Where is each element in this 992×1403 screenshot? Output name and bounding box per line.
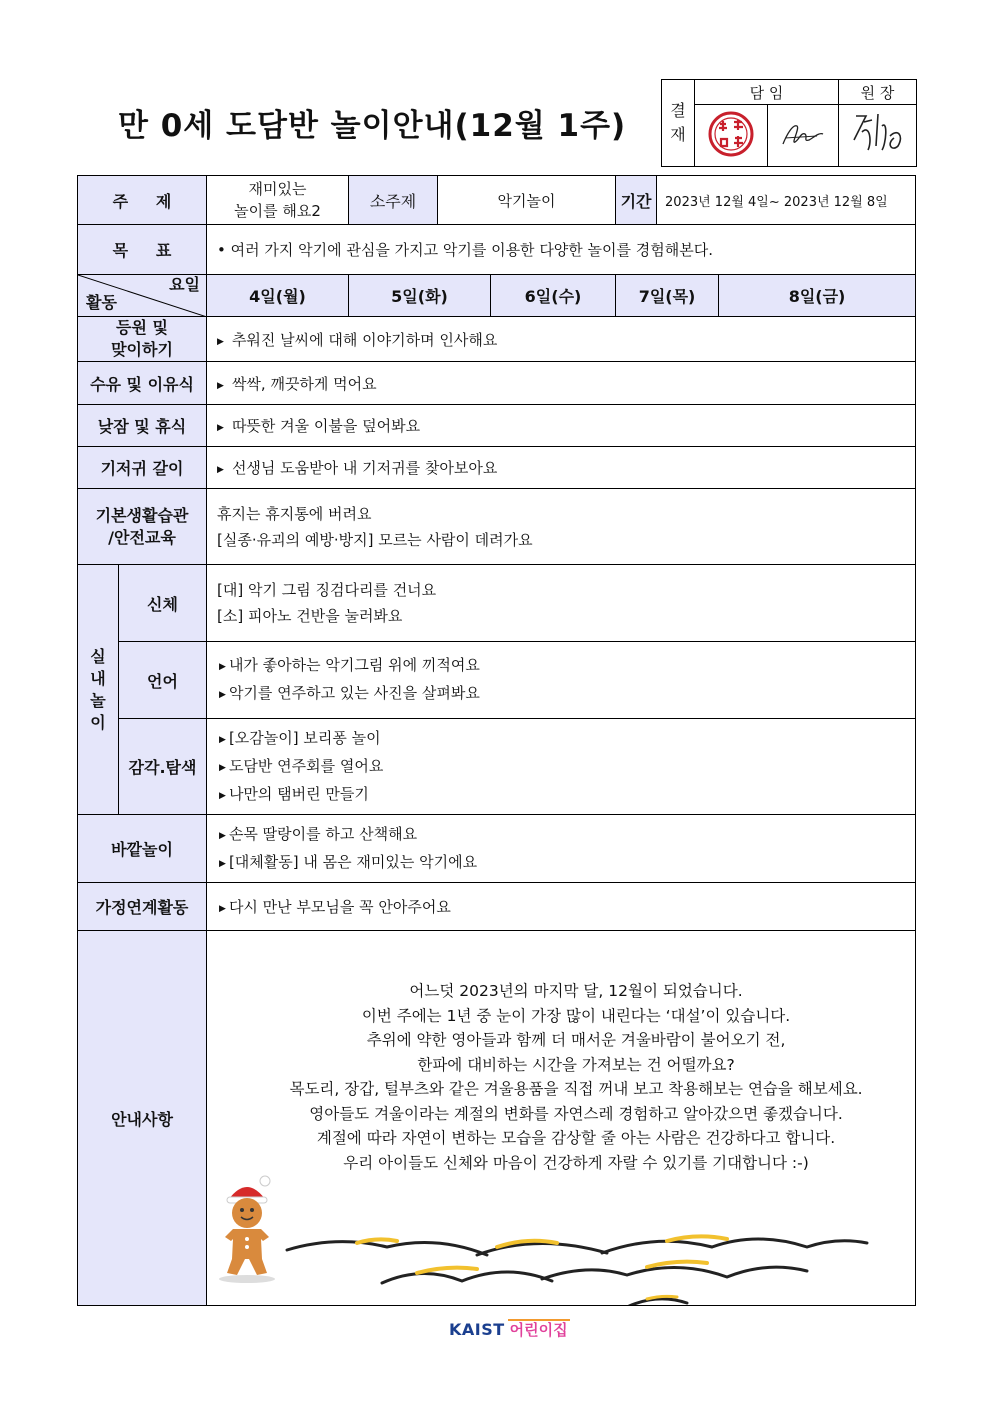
theme-value-line: 놀이를 해요2 bbox=[234, 202, 321, 220]
day-mon: 4일(월) bbox=[207, 275, 349, 317]
notice-label: 안내사항 bbox=[78, 931, 207, 1306]
weekday-label: 요일 bbox=[169, 275, 201, 294]
subtheme-value: 악기놀이 bbox=[438, 176, 616, 225]
diaper-item: 선생님 도움받아 내 기저귀를 찾아보아요 bbox=[231, 459, 498, 477]
logo-text-daycare: 어린이집 bbox=[509, 1321, 568, 1339]
greeting-label-line: 등원 및 bbox=[116, 318, 168, 337]
bullet-triangle-icon: ▶ bbox=[219, 690, 226, 700]
indoor-label-char: 내 bbox=[90, 668, 106, 688]
indoor-label-char: 이 bbox=[90, 712, 106, 732]
day-activity-corner bbox=[78, 275, 207, 317]
physical-content bbox=[207, 565, 916, 642]
habits-label-line: 기본생활습관 bbox=[95, 505, 189, 525]
sensory-item: [오감놀이] 보리퐁 놀이 bbox=[228, 728, 381, 747]
signature-icon bbox=[773, 114, 833, 154]
bullet-triangle-icon: ▶ bbox=[219, 858, 226, 869]
bullet-triangle-icon: ▶ bbox=[219, 830, 226, 841]
theme-label: 주 제 bbox=[78, 176, 207, 225]
physical-label: 신체 bbox=[119, 565, 207, 642]
notice-line: 목도리, 장갑, 털부츠와 같은 겨울용품을 직접 꺼내 보고 착용해보는 연습을 해보세요. bbox=[289, 1080, 863, 1098]
language-item: 악기를 연주하고 있는 사진을 살펴봐요 bbox=[228, 684, 480, 702]
home-item: 다시 만난 부모님을 꼭 안아주어요 bbox=[228, 898, 451, 916]
outdoor-label: 바깥놀이 bbox=[78, 815, 207, 883]
notice-line: 계절에 따라 자연이 변하는 모습을 감상할 줄 아는 사람은 건강하다고 합니다. bbox=[316, 1129, 836, 1147]
habits-item: 휴지는 휴지통에 버려요 bbox=[217, 504, 372, 523]
seal-stamp-icon bbox=[703, 109, 759, 159]
kaist-logo bbox=[449, 1319, 570, 1340]
approval-label bbox=[662, 80, 695, 167]
winter-illustration bbox=[207, 1155, 913, 1305]
meal-label: 수유 및 이유식 bbox=[78, 362, 207, 405]
activity-label: 활동 bbox=[86, 293, 117, 312]
director-header: 원 장 bbox=[839, 80, 917, 105]
physical-item: [소] 피아노 건반을 눌러봐요 bbox=[217, 607, 403, 625]
page-title: 만 0세 도담반 놀이안내(12월 1주) bbox=[118, 108, 627, 144]
outdoor-item: 손목 딸랑이를 하고 산책해요 bbox=[228, 824, 418, 843]
subtheme-label: 소주제 bbox=[349, 176, 438, 225]
approval-label-char: 결 bbox=[670, 101, 686, 120]
notice-line: 한파에 대비하는 시간을 가져보는 건 어떨까요? bbox=[417, 1055, 735, 1074]
bullet-triangle-icon: ▶ bbox=[219, 904, 226, 914]
sensory-label: 감각.탐색 bbox=[119, 719, 207, 815]
meal-content bbox=[207, 362, 916, 405]
approval-box bbox=[661, 79, 917, 167]
habits-label bbox=[78, 489, 207, 565]
bullet-triangle-icon: ▶ bbox=[217, 423, 224, 433]
notice-line: 어느덧 2023년의 마지막 달, 12월이 되었습니다. bbox=[409, 982, 743, 1000]
notice-content bbox=[207, 931, 916, 1306]
goal-label: 목 표 bbox=[78, 225, 207, 275]
day-thu: 7일(목) bbox=[616, 275, 719, 317]
day-wed: 6일(수) bbox=[491, 275, 616, 317]
language-label: 언어 bbox=[119, 642, 207, 719]
outdoor-content bbox=[207, 815, 916, 883]
habits-content bbox=[207, 489, 916, 565]
bullet-triangle-icon: ▶ bbox=[219, 734, 226, 745]
nap-content bbox=[207, 405, 916, 447]
diaper-content bbox=[207, 447, 916, 489]
indoor-label-char: 실 bbox=[90, 646, 106, 666]
bullet-triangle-icon: ▶ bbox=[217, 380, 224, 391]
approval-label-char: 재 bbox=[670, 125, 686, 144]
home-label: 가정연계활동 bbox=[78, 883, 207, 931]
notice-text bbox=[207, 931, 915, 1175]
director-signature bbox=[839, 105, 917, 167]
signature-icon bbox=[842, 106, 914, 162]
notice-line: 이번 주에는 1년 중 눈이 가장 많이 내린다는 ‘대설’이 있습니다. bbox=[361, 1006, 791, 1025]
theme-value-line: 재미있는 bbox=[248, 180, 307, 198]
home-content bbox=[207, 883, 916, 931]
bullet-triangle-icon: ▶ bbox=[219, 662, 226, 672]
meal-item: 싹싹, 깨끗하게 먹어요 bbox=[231, 374, 377, 393]
greeting-label-line: 맞이하기 bbox=[111, 340, 173, 359]
teacher-seal bbox=[695, 105, 768, 167]
sensory-content bbox=[207, 719, 916, 815]
bullet-triangle-icon: ▶ bbox=[217, 336, 224, 347]
goal-value: • 여러 가지 악기에 관심을 가지고 악기를 이용한 다양한 놀이를 경험해본다. bbox=[207, 225, 916, 275]
day-tue: 5일(화) bbox=[349, 275, 491, 317]
outdoor-item: [대체활동] 내 몸은 재미있는 악기에요 bbox=[228, 852, 478, 871]
physical-item: [대] 악기 그림 징검다리를 건너요 bbox=[217, 581, 437, 599]
teacher-signature bbox=[768, 105, 839, 167]
day-fri: 8일(금) bbox=[719, 275, 916, 317]
greeting-item: 추워진 날씨에 대해 이야기하며 인사해요 bbox=[231, 330, 498, 349]
language-item: 내가 좋아하는 악기그림 위에 끼적여요 bbox=[228, 656, 480, 674]
nap-item: 따뜻한 겨울 이불을 덮어봐요 bbox=[231, 417, 421, 435]
notice-line: 추위에 약한 영아들과 함께 더 매서운 겨울바람이 불어오기 전, bbox=[366, 1031, 786, 1049]
language-content bbox=[207, 642, 916, 719]
plan-table bbox=[77, 175, 916, 1306]
snow-hills bbox=[287, 1236, 867, 1305]
diaper-label: 기저귀 갈이 bbox=[78, 447, 207, 489]
bullet-triangle-icon: ▶ bbox=[217, 465, 224, 475]
habits-item: [실종·유괴의 예방·방지] 모르는 사람이 데려가요 bbox=[217, 530, 533, 549]
habits-label-line: /안전교육 bbox=[108, 527, 176, 547]
gingerbread-icon bbox=[219, 1176, 275, 1283]
nap-label: 낮잠 및 휴식 bbox=[78, 405, 207, 447]
greeting-label bbox=[78, 317, 207, 362]
notice-line: 영아들도 겨울이라는 계절의 변화를 자연스레 경험하고 알아갔으면 좋겠습니다. bbox=[309, 1104, 843, 1123]
indoor-play-label bbox=[78, 565, 119, 815]
indoor-label-char: 놀 bbox=[90, 690, 106, 710]
greeting-content bbox=[207, 317, 916, 362]
notice-line: 우리 아이들도 신체와 마음이 건강하게 자랄 수 있기를 기대합니다 :-) bbox=[343, 1153, 809, 1172]
period-label: 기간 bbox=[616, 176, 657, 225]
sensory-item: 도담반 연주회를 열어요 bbox=[228, 756, 384, 775]
bullet-triangle-icon: ▶ bbox=[219, 762, 226, 773]
bullet-triangle-icon: ▶ bbox=[219, 790, 226, 801]
theme-value bbox=[207, 176, 349, 225]
period-value: 2023년 12월 4일~ 2023년 12월 8일 bbox=[657, 176, 916, 225]
logo-text-kaist: KAIST bbox=[449, 1320, 505, 1339]
sensory-item: 나만의 탬버린 만들기 bbox=[228, 784, 369, 803]
teacher-header: 담 임 bbox=[695, 80, 839, 105]
